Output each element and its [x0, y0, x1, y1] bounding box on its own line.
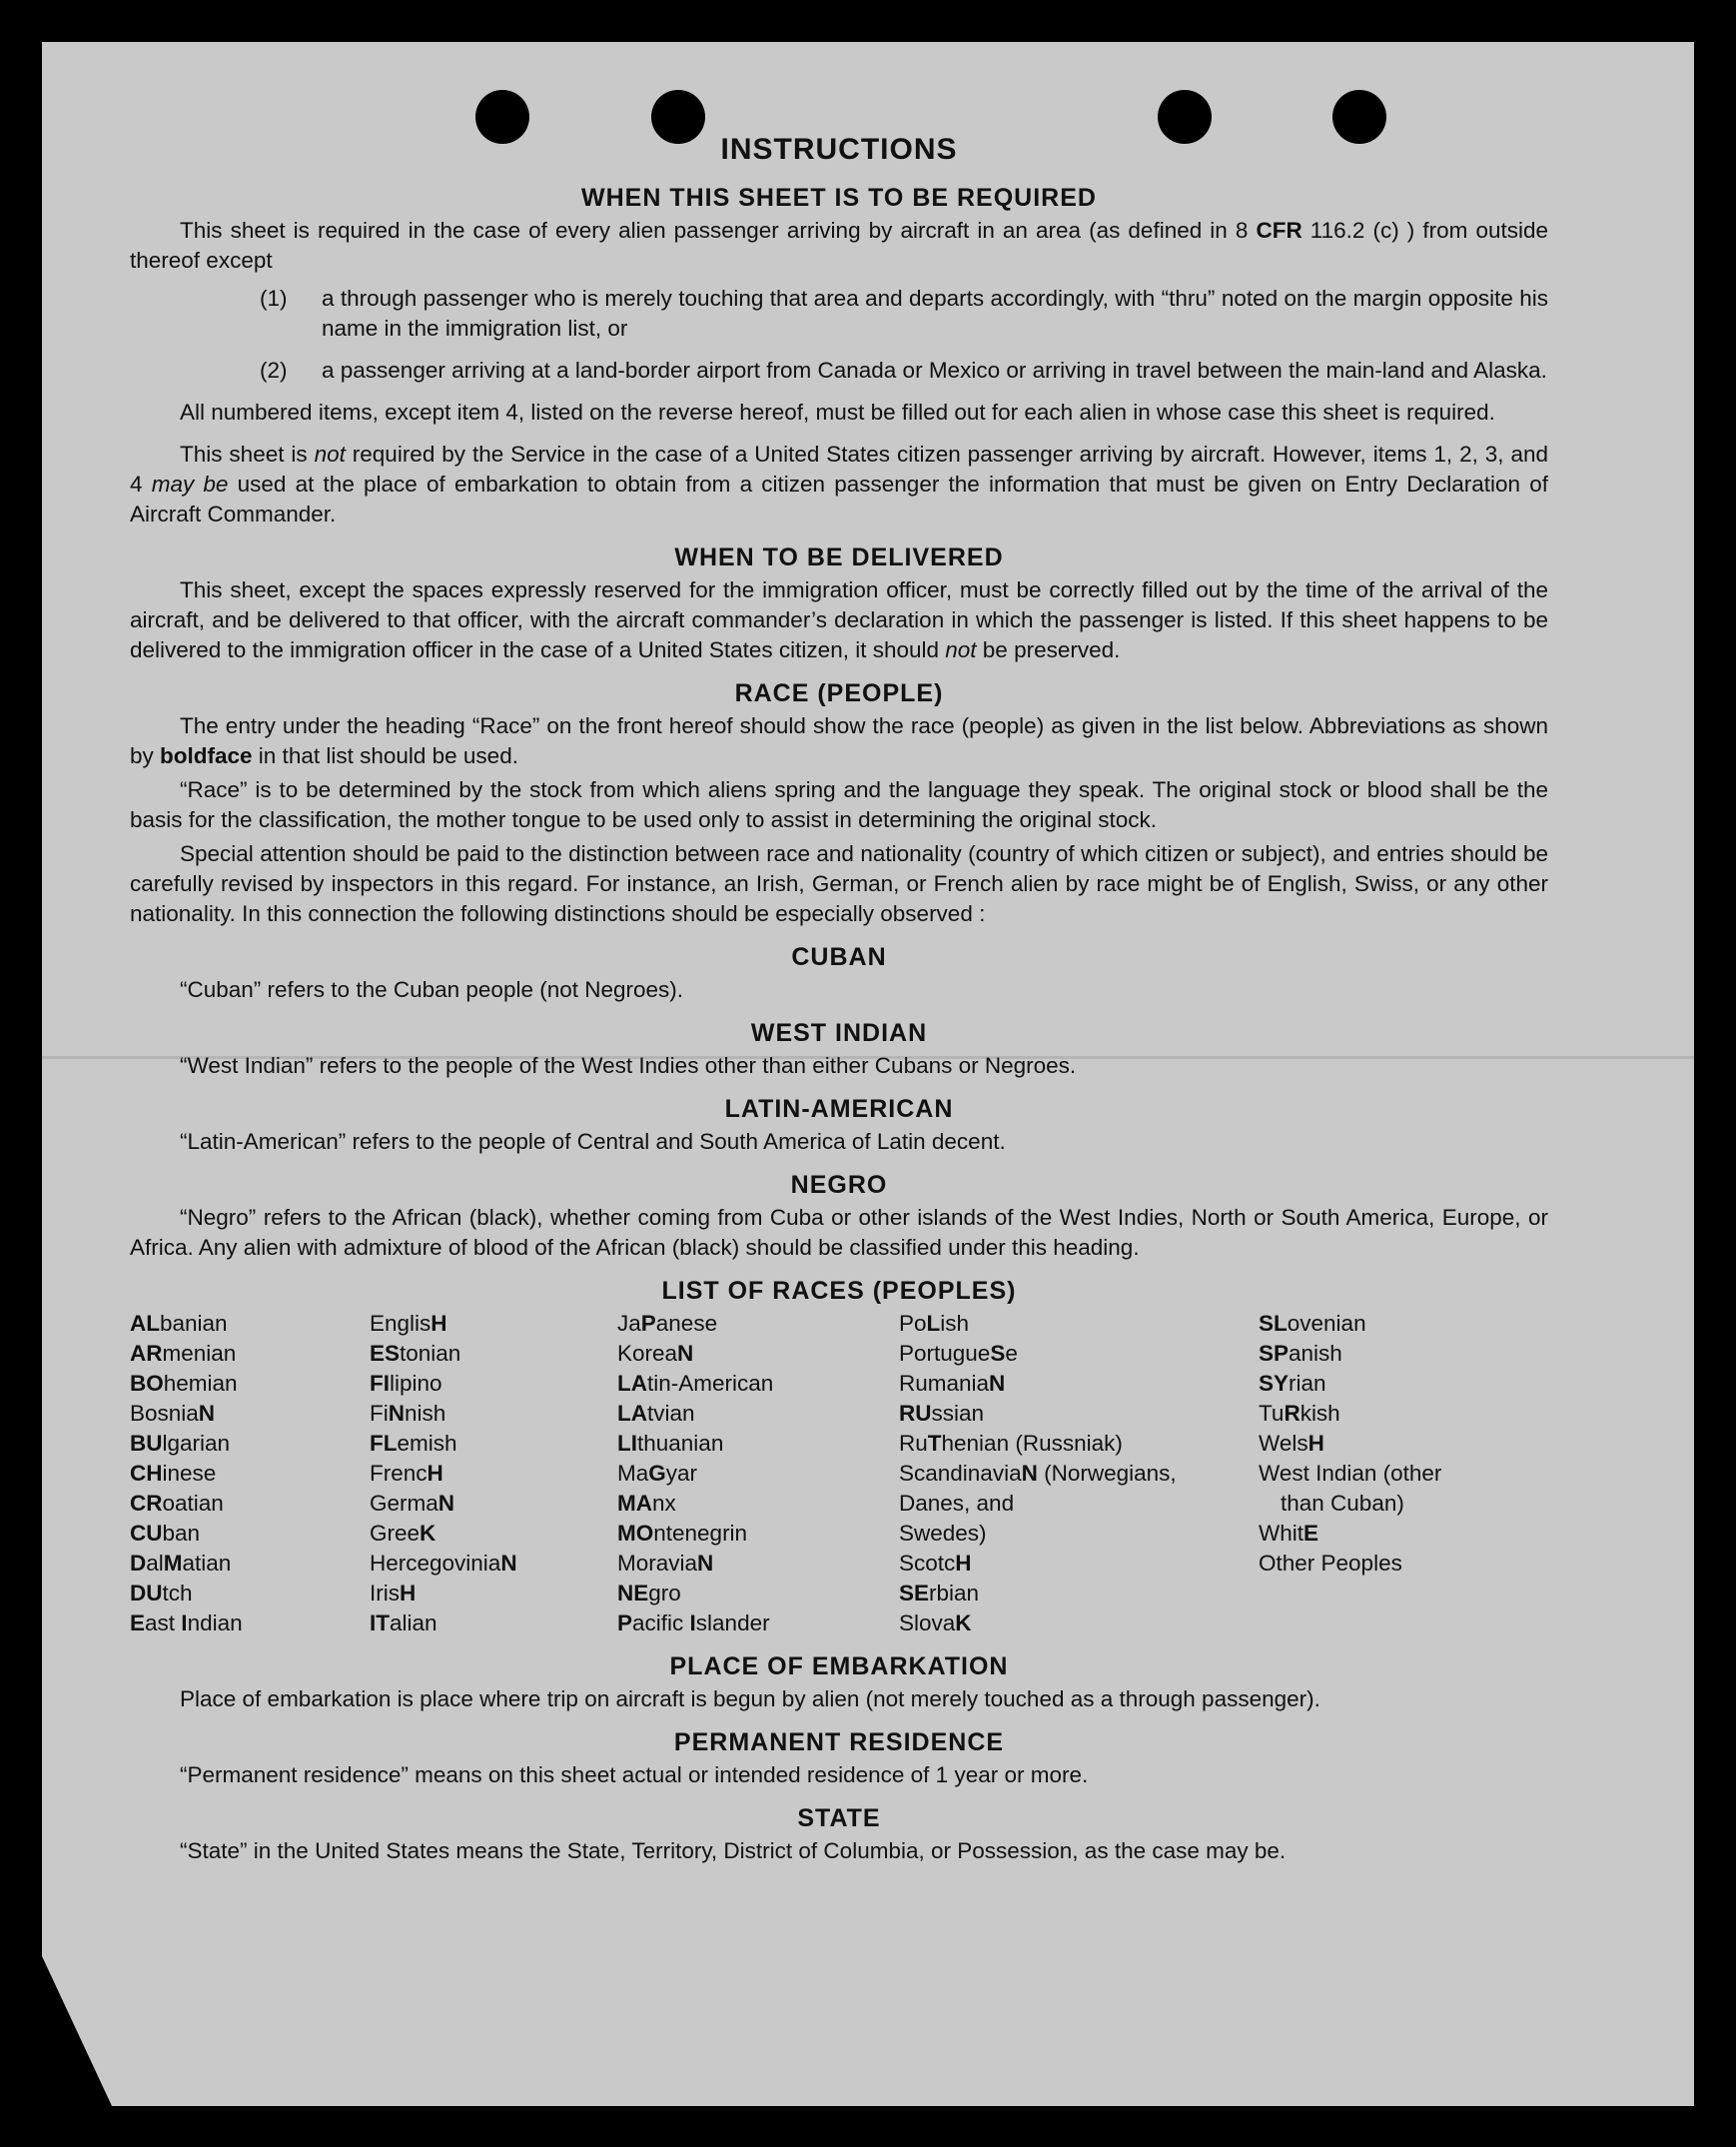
race-abbrev: K — [955, 1610, 972, 1635]
race-entry — [130, 1369, 370, 1399]
race-entry — [899, 1309, 1259, 1339]
delivered-not: not — [945, 637, 977, 662]
race-text: acific — [632, 1610, 690, 1635]
race-abbrev: E — [1303, 1521, 1319, 1546]
race-abbrev: R — [1284, 1401, 1301, 1426]
race-text: ast — [145, 1610, 182, 1635]
race-text: Other Peoples — [1259, 1551, 1402, 1576]
race-text: Slova — [899, 1610, 956, 1635]
race-text: tvian — [647, 1401, 695, 1426]
race-entry — [130, 1489, 370, 1519]
page-title: INSTRUCTIONS — [720, 133, 958, 166]
race-abbrev: LA — [617, 1401, 647, 1426]
race-text: thuanian — [637, 1431, 724, 1456]
race-text: ovenian — [1287, 1311, 1366, 1336]
race-entry — [370, 1309, 617, 1339]
exception-item — [260, 356, 1548, 386]
race-abbrev: SE — [899, 1581, 930, 1606]
race-text: emish — [397, 1431, 457, 1456]
race-entry — [1259, 1339, 1548, 1369]
race-abbrev: M — [163, 1551, 183, 1576]
race-text: Danes, and — [899, 1491, 1015, 1516]
race-abbrev: S — [990, 1341, 1006, 1366]
race-abbrev: N — [677, 1341, 694, 1366]
race-text: Iris — [370, 1581, 400, 1606]
race-abbrev: I — [181, 1610, 188, 1635]
race-entry — [899, 1549, 1259, 1579]
race-text: than Cuban) — [1281, 1491, 1404, 1516]
race-text: e — [1005, 1341, 1018, 1366]
race-abbrev: P — [640, 1311, 656, 1336]
race-abbrev: IT — [370, 1610, 390, 1635]
race-abbrev: ES — [370, 1341, 401, 1366]
race-abbrev: CH — [130, 1461, 163, 1486]
races-column — [617, 1309, 899, 1638]
west-indian-text: “West Indian” refers to the people of the West Indies other than either Cubans or Negroes. — [180, 1053, 1077, 1078]
race-text: henian (Russniak) — [941, 1431, 1123, 1456]
race-abbrev: N — [500, 1551, 517, 1576]
para3-c: used at the place of embarkation to obtain from a citizen passenger the information that must be given on Entry Declaration of Aircraft Commander. — [130, 472, 1548, 527]
race-text: Scandinavia — [899, 1461, 1022, 1486]
race-entry — [130, 1399, 370, 1429]
race-entry — [1259, 1369, 1548, 1399]
race-text: menian — [162, 1341, 237, 1366]
race-text: al — [146, 1551, 164, 1576]
race-abbrev: BO — [130, 1371, 164, 1396]
race-text: banian — [160, 1311, 228, 1336]
race-text: Korea — [617, 1341, 678, 1366]
race-text: lipino — [390, 1371, 442, 1396]
race-abbrev: H — [427, 1461, 443, 1486]
race-entry — [617, 1609, 899, 1638]
para3-b: required by the Service in the case of a United States citizen passenger arriving by aircraft. However, items 1, 2, 3, and 4 — [130, 442, 1548, 497]
race-entry — [617, 1429, 899, 1459]
race-abbrev: N — [437, 1491, 455, 1516]
race-abbrev: FL — [370, 1431, 398, 1456]
race-entry — [1259, 1399, 1548, 1429]
race-abbrev: K — [420, 1521, 436, 1546]
races-column — [370, 1309, 617, 1638]
instructions-content — [130, 130, 1548, 1870]
race-abbrev: N — [388, 1401, 405, 1426]
race-entry — [899, 1429, 1259, 1459]
latin-american-text: “Latin-American” refers to the people of Central and South America of Latin decent. — [180, 1129, 1006, 1154]
race-abbrev: CU — [130, 1521, 163, 1546]
race-text: anese — [655, 1311, 718, 1336]
race-text: nish — [405, 1401, 446, 1426]
race-text: Rumania — [899, 1371, 990, 1396]
race-abbrev: DU — [130, 1581, 163, 1606]
race-entry — [1259, 1549, 1548, 1579]
race-entry — [370, 1399, 617, 1429]
race-entry — [1259, 1459, 1548, 1489]
residence-text: “Permanent residence” means on this sheet actual or intended residence of 1 year or more. — [180, 1762, 1089, 1787]
race-text: Portugue — [899, 1341, 991, 1366]
delivered-a: This sheet, except the spaces expressly reserved for the immigration officer, must be correctly filled out by the time of the arrival of the aircraft, and be delivered to that officer, with the aircraft commander’s declaration in which the passenger is listed. If this sheet happens to be delivered to the immigration officer in the case of a United States citizen, it should — [130, 577, 1548, 662]
race-abbrev: AL — [130, 1311, 160, 1336]
race-text: Wels — [1259, 1431, 1308, 1456]
heading-race: RACE (PEOPLE) — [734, 679, 944, 707]
race-abbrev: E — [130, 1610, 146, 1635]
race-text: (Norwegians, — [1037, 1461, 1177, 1486]
heading-latin-american: LATIN-AMERICAN — [724, 1095, 954, 1123]
race-abbrev: SY — [1259, 1371, 1290, 1396]
race-abbrev: CR — [130, 1491, 163, 1516]
race-entry — [130, 1549, 370, 1579]
required-intro — [130, 216, 1548, 276]
race-text: slander — [695, 1610, 770, 1635]
exception-item — [260, 284, 1548, 344]
required-para-2: All numbered items, except item 4, listed on the reverse hereof, must be filled out for each alien in whose case this sheet is required. — [180, 400, 1495, 425]
required-para-3 — [130, 440, 1548, 530]
cfr-label: CFR — [1256, 218, 1302, 243]
race-entry — [899, 1459, 1259, 1489]
heading-when-required: WHEN THIS SHEET IS TO BE REQUIRED — [581, 184, 1097, 212]
race-para-3: Special attention should be paid to the distinction between race and nationality (country of which citizen or subject), and entries should be carefully revised by inspectors in this regard. For instance, an Irish, German, or French alien by race might be of English, Swiss, or any other nationality. In this connection the following distinctions should be especially observed : — [130, 841, 1548, 926]
race-text: ssian — [931, 1401, 985, 1426]
heading-cuban: CUBAN — [791, 943, 887, 971]
race-entry — [370, 1579, 617, 1609]
race-entry — [130, 1609, 370, 1638]
race-entry — [899, 1579, 1259, 1609]
race-entry — [617, 1579, 899, 1609]
race-text: tch — [162, 1581, 193, 1606]
race-entry — [617, 1489, 899, 1519]
race-para-1 — [130, 711, 1548, 771]
race-abbrev: FI — [370, 1371, 390, 1396]
race-text: Swedes) — [899, 1521, 987, 1546]
state-text: “State” in the United States means the State, Territory, District of Columbia, or Possession, as the case may be. — [180, 1838, 1287, 1863]
race-p1-a: The entry under the heading “Race” on the front hereof should show the race (people) as given in the list below. Abbreviations as shown by — [130, 713, 1548, 768]
race-text: Germa — [370, 1491, 438, 1516]
required-intro-a: This sheet is required in the case of every alien passenger arriving by aircraft in an area (as defined in 8 — [180, 218, 1257, 243]
item-text: a passenger arriving at a land-border airport from Canada or Mexico or arriving in travel between the main-land and Alaska. — [322, 358, 1547, 383]
race-p1-b: in that list should be used. — [252, 743, 518, 768]
race-entry — [130, 1459, 370, 1489]
race-text: gro — [648, 1581, 681, 1606]
race-abbrev: MA — [617, 1491, 652, 1516]
heading-negro: NEGRO — [790, 1171, 888, 1199]
race-text: Ja — [617, 1311, 641, 1336]
race-abbrev: BU — [130, 1431, 163, 1456]
race-entry — [899, 1369, 1259, 1399]
embarkation-text: Place of embarkation is place where trip on aircraft is begun by alien (not merely touched as a through passenger). — [180, 1686, 1320, 1711]
race-text: inese — [162, 1461, 217, 1486]
race-abbrev: P — [617, 1610, 633, 1635]
race-text: ntenegrin — [653, 1521, 748, 1546]
races-column — [899, 1309, 1259, 1638]
race-text: rian — [1289, 1371, 1326, 1396]
race-text: anish — [1289, 1341, 1342, 1366]
race-text: Hercegovinia — [370, 1551, 501, 1576]
race-text: tin-American — [647, 1371, 774, 1396]
race-text: Frenc — [370, 1461, 428, 1486]
race-abbrev: N — [1021, 1461, 1038, 1486]
race-entry — [370, 1369, 617, 1399]
race-text: ban — [162, 1521, 201, 1546]
race-entry — [617, 1399, 899, 1429]
race-text: Gree — [370, 1521, 421, 1546]
race-text: West Indian (other — [1259, 1461, 1442, 1486]
race-entry — [370, 1519, 617, 1549]
race-entry — [1259, 1429, 1548, 1459]
race-entry — [130, 1339, 370, 1369]
race-abbrev: H — [955, 1551, 972, 1576]
race-text: Bosnia — [130, 1401, 199, 1426]
race-entry — [130, 1429, 370, 1459]
race-entry — [899, 1519, 1259, 1549]
race-abbrev: D — [130, 1551, 147, 1576]
delivered-b: be preserved. — [976, 637, 1121, 662]
race-entry — [370, 1339, 617, 1369]
race-text: yar — [665, 1461, 698, 1486]
para3-maybe: may be — [151, 472, 229, 497]
race-entry — [617, 1369, 899, 1399]
races-list — [130, 1309, 1548, 1638]
race-text: hemian — [163, 1371, 238, 1396]
race-abbrev: N — [198, 1401, 216, 1426]
heading-state: STATE — [797, 1804, 881, 1832]
race-text: Scotc — [899, 1551, 956, 1576]
item-number: (1) — [260, 286, 288, 311]
race-entry — [130, 1309, 370, 1339]
race-text: Ru — [899, 1431, 928, 1456]
race-abbrev: H — [400, 1581, 417, 1606]
race-entry — [1259, 1489, 1548, 1519]
race-abbrev: NE — [617, 1581, 649, 1606]
heading-list-of-races: LIST OF RACES (PEOPLES) — [661, 1277, 1017, 1305]
race-abbrev: I — [689, 1610, 696, 1635]
race-abbrev: LI — [617, 1431, 637, 1456]
item-text: a through passenger who is merely touching that area and departs accordingly, with “thru” noted on the margin opposite his name in the immigration list, or — [322, 286, 1548, 341]
race-abbrev: G — [648, 1461, 666, 1486]
race-entry — [370, 1609, 617, 1638]
cuban-text: “Cuban” refers to the Cuban people (not Negroes). — [180, 977, 684, 1002]
race-entry — [899, 1339, 1259, 1369]
race-entry — [617, 1309, 899, 1339]
race-text: Whit — [1259, 1521, 1303, 1546]
race-abbrev: SL — [1259, 1311, 1288, 1336]
race-entry — [370, 1489, 617, 1519]
race-abbrev: T — [927, 1431, 942, 1456]
race-entry — [1259, 1519, 1548, 1549]
race-entry — [617, 1519, 899, 1549]
item-number: (2) — [260, 358, 288, 383]
race-entry — [899, 1489, 1259, 1519]
race-abbrev: H — [431, 1311, 447, 1336]
race-text: rbian — [929, 1581, 980, 1606]
race-entry — [899, 1399, 1259, 1429]
race-entry — [370, 1429, 617, 1459]
race-entry — [130, 1579, 370, 1609]
race-text: nx — [652, 1491, 676, 1516]
race-entry — [617, 1459, 899, 1489]
race-entry — [370, 1549, 617, 1579]
race-text: lgarian — [162, 1431, 231, 1456]
races-column — [130, 1309, 370, 1638]
race-text: kish — [1300, 1401, 1340, 1426]
race-abbrev: MO — [617, 1521, 654, 1546]
para3-not: not — [314, 442, 346, 467]
delivered-text — [130, 575, 1548, 665]
race-text: alian — [390, 1610, 437, 1635]
race-entry — [130, 1519, 370, 1549]
para3-a: This sheet is — [180, 442, 315, 467]
race-text: Fi — [370, 1401, 389, 1426]
race-text: Po — [899, 1311, 927, 1336]
race-abbrev: RU — [899, 1401, 932, 1426]
race-entry — [899, 1609, 1259, 1638]
race-text: oatian — [162, 1491, 224, 1516]
race-text: ndian — [187, 1610, 243, 1635]
race-text: Englis — [370, 1311, 432, 1336]
race-entry — [617, 1339, 899, 1369]
required-intro-b: 116.2 (c) ) from outside thereof except — [130, 218, 1548, 273]
race-abbrev: LA — [617, 1371, 647, 1396]
race-abbrev: L — [926, 1311, 941, 1336]
race-text: Moravia — [617, 1551, 698, 1576]
race-abbrev: N — [989, 1371, 1006, 1396]
race-abbrev: AR — [130, 1341, 163, 1366]
race-para-2: “Race” is to be determined by the stock from which aliens spring and the language they speak. The original stock or blood shall be the basis for the classification, the mother tongue to be used only to assist in determining the original stock. — [130, 777, 1548, 832]
heading-when-delivered: WHEN TO BE DELIVERED — [674, 543, 1004, 571]
boldface-word: boldface — [160, 743, 253, 768]
heading-west-indian: WEST INDIAN — [750, 1019, 928, 1047]
heading-embarkation: PLACE OF EMBARKATION — [669, 1652, 1009, 1680]
race-entry — [370, 1459, 617, 1489]
race-entry — [617, 1549, 899, 1579]
race-abbrev: N — [697, 1551, 714, 1576]
race-text: Tu — [1259, 1401, 1285, 1426]
race-text: atian — [182, 1551, 232, 1576]
races-column — [1259, 1309, 1548, 1638]
heading-permanent-residence: PERMANENT RESIDENCE — [673, 1728, 1005, 1756]
race-text: Ma — [617, 1461, 649, 1486]
race-entry — [1259, 1309, 1548, 1339]
race-text: ish — [940, 1311, 970, 1336]
race-abbrev: SP — [1259, 1341, 1290, 1366]
negro-text: “Negro” refers to the African (black), whether coming from Cuba or other islands of the West Indies, North or South America, Europe, or Africa. Any alien with admixture of blood of the African (black) should be classified under this heading. — [130, 1205, 1548, 1260]
race-abbrev: H — [1307, 1431, 1324, 1456]
race-text: tonian — [400, 1341, 461, 1366]
